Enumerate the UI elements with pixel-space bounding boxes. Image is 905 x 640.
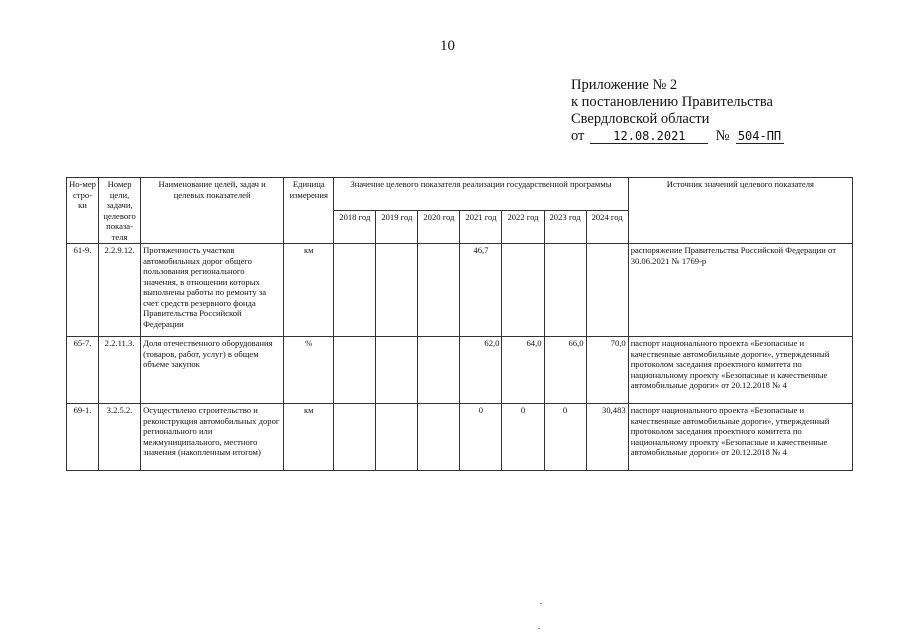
- header-unit: Единица измерения: [284, 178, 334, 244]
- unit-cell: %: [284, 337, 334, 404]
- appendix-region-line: Свердловской области: [571, 111, 710, 127]
- resolution-date: 12.08.2021: [590, 129, 708, 144]
- table-row: [67, 404, 853, 471]
- value-cell-2020: [418, 244, 460, 337]
- goal-number-cell: 2.2.9.12.: [99, 244, 141, 337]
- header-year: 2022 год: [502, 211, 544, 244]
- header-year: 2021 год: [460, 211, 502, 244]
- scan-speck: [538, 628, 540, 629]
- appendix-resolution-line: к постановлению Правительства: [571, 94, 773, 110]
- goal-number-cell: 3.2.5.2.: [99, 404, 141, 471]
- table-row: [67, 337, 853, 404]
- table-row: [67, 244, 853, 337]
- value-cell-2022: [502, 244, 544, 337]
- value-cell-2018: [334, 244, 376, 337]
- scan-speck: [540, 603, 542, 604]
- source-cell: паспорт национального проекта «Безопасные и качественные автомобильные дороги», утвержденный протоколом заседания проектного комитета по национальному проекту «Безопасные и качественные автомобильные дороги» от 20.12.2018 № 4: [628, 404, 852, 471]
- header-year: 2020 год: [418, 211, 460, 244]
- number-label: №: [715, 128, 730, 144]
- header-value-group: Значение целевого показателя реализации государственной программы: [334, 178, 628, 211]
- indicator-name-cell: Доля отечественного оборудования (товаров, работ, услуг) в общем объеме закупок: [141, 337, 284, 404]
- source-cell: распоряжение Правительства Российской Федерации от 30.06.2021 № 1769-р: [628, 244, 852, 337]
- value-cell-2022: 0: [502, 404, 544, 471]
- appendix-title: Приложение № 2: [571, 77, 678, 93]
- header-name: Наименование целей, задач и целевых показателей: [141, 178, 284, 244]
- value-cell-2020: [418, 404, 460, 471]
- header-year: 2018 год: [334, 211, 376, 244]
- header-goal-number: Номер цели, задачи, целевого показа-теля: [99, 178, 141, 244]
- value-cell-2024: 30,483: [586, 404, 628, 471]
- header-year: 2023 год: [544, 211, 586, 244]
- value-cell-2024: [586, 244, 628, 337]
- value-cell-2018: [334, 404, 376, 471]
- unit-cell: км: [284, 404, 334, 471]
- value-cell-2018: [334, 337, 376, 404]
- header-row: [67, 178, 853, 211]
- page-number: 10: [440, 38, 455, 54]
- resolution-number: 504-ПП: [736, 129, 784, 144]
- value-cell-2019: [376, 337, 418, 404]
- row-number-cell: 69-1.: [67, 404, 99, 471]
- appendix-header: [571, 77, 784, 145]
- value-cell-2023: 0: [544, 404, 586, 471]
- goal-number-cell: 2.2.11.3.: [99, 337, 141, 404]
- header-row-number: Но-мер стро-ки: [67, 178, 99, 244]
- row-number-cell: 65-7.: [67, 337, 99, 404]
- header-year: 2019 год: [376, 211, 418, 244]
- from-label: от: [571, 128, 585, 144]
- value-cell-2020: [418, 337, 460, 404]
- unit-cell: км: [284, 244, 334, 337]
- value-cell-2021: 62,0: [460, 337, 502, 404]
- value-cell-2023: 66,0: [544, 337, 586, 404]
- value-cell-2022: 64,0: [502, 337, 544, 404]
- value-cell-2021: 0: [460, 404, 502, 471]
- header-source: Источник значений целевого показателя: [628, 178, 852, 244]
- indicator-name-cell: Осуществлено строительство и реконструкция автомобильных дорог регионального или межмуниципального, местного значения (накопленным итогом): [141, 404, 284, 471]
- row-number-cell: 61-9.: [67, 244, 99, 337]
- source-cell: паспорт национального проекта «Безопасные и качественные автомобильные дороги», утвержденный протоколом заседания проектного комитета по национальному проекту «Безопасные и качественные автомобильные дороги» от 20.12.2018 № 4: [628, 337, 852, 404]
- value-cell-2021: 46,7: [460, 244, 502, 337]
- indicators-table: [66, 177, 853, 471]
- appendix-date-line: [571, 128, 784, 145]
- indicator-name-cell: Протяженность участков автомобильных дорог общего пользования регионального значения, в отношении которых выполнены работы по ремонту за счет средств резервного фонда Правительства Российской Федерации: [141, 244, 284, 337]
- value-cell-2019: [376, 404, 418, 471]
- value-cell-2023: [544, 244, 586, 337]
- value-cell-2024: 70,0: [586, 337, 628, 404]
- header-year: 2024 год: [586, 211, 628, 244]
- value-cell-2019: [376, 244, 418, 337]
